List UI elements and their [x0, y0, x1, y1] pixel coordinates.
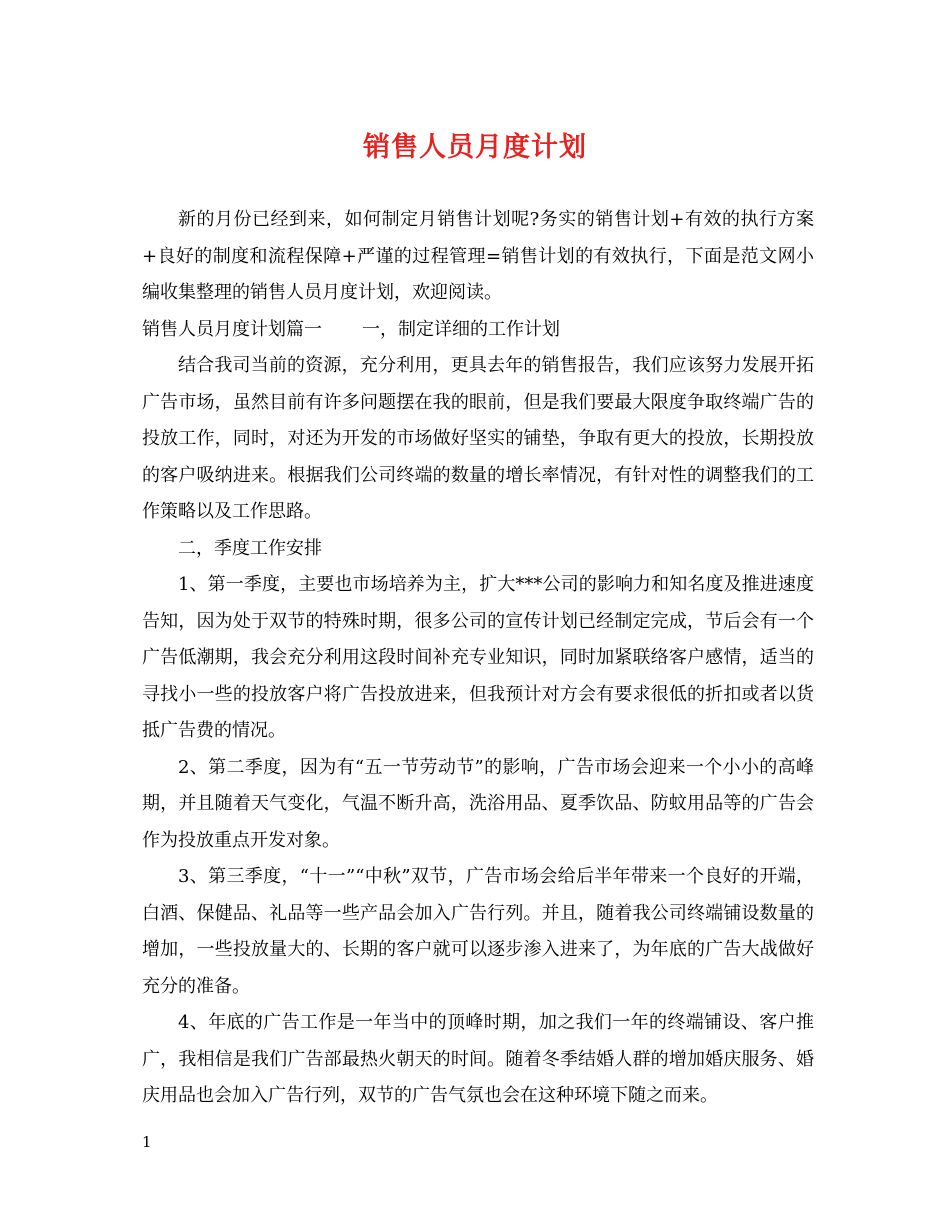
intro-paragraph: 新的月份已经到来，如何制定月销售计划呢?务实的销售计划+有效的执行方案+良好的制度和流程保障+严谨的过程管理=销售计划的有效执行，下面是范文网小编收集整理的销售人员月度计划，欢迎阅读。	[142, 209, 814, 303]
quarter-3-paragraph: 3、第三季度，“十一”“中秋”双节，广告市场会给后半年带来一个良好的开端，白酒、保健品、礼品等一些产品会加入广告行列。并且，随着我公司终端铺设数量的增加，一些投放量大的、长期的客户就可以逐步渗入进来了，为年底的广告大战做好充分的准备。	[142, 866, 814, 997]
subheading-quarterly: 二，季度工作安排	[178, 537, 322, 559]
document-body	[142, 202, 814, 1115]
quarter-4-paragraph: 4、年底的广告工作是一年当中的顶峰时期，加之我们一年的终端铺设、客户推广，我相信是我们广告部最热火朝天的时间。随着冬季结婚人群的增加婚庆服务、婚庆用品也会加入广告行列，双节的广告气氛也会在这种环境下随之而来。	[142, 1012, 814, 1106]
quarter-2-paragraph: 2、第二季度，因为有“五一节劳动节”的影响，广告市场会迎来一个小小的高峰期，并且随着天气变化，气温不断升高，洗浴用品、夏季饮品、防蚊用品等的广告会作为投放重点开发对象。	[142, 756, 814, 851]
page-number: 1	[142, 1133, 152, 1151]
quarter-1-paragraph: 1、第一季度，主要也市场培养为主，扩大***公司的影响力和知名度及推进速度告知，因为处于双节的特殊时期，很多公司的宣传计划已经制定完成，节后会有一个广告低潮期，我会充分利用这段时间补充专业知识，同时加紧联络客户感情，适当的寻找小一些的投放客户将广告投放进来，但我预计对方会有要求很低的折扣或者以货抵广告费的情况。	[142, 574, 814, 741]
plan-paragraph: 结合我司当前的资源，充分利用，更具去年的销售报告，我们应该努力发展开拓广告市场，虽然目前有许多问题摆在我的眼前，但是我们要最大限度争取终端广告的投放工作，同时，对还为开发的市场做好坚实的铺垫，争取有更大的投放，长期投放的客户吸纳进来。根据我们公司终端的数量的增长率情况，有针对性的调整我们的工作策略以及工作思路。	[142, 355, 814, 522]
section-heading	[142, 312, 814, 349]
document-title: 销售人员月度计划	[363, 132, 587, 163]
section-heading-subtitle: 一，制定详细的工作计划	[362, 318, 560, 340]
section-heading-title: 销售人员月度计划篇一	[142, 318, 322, 340]
